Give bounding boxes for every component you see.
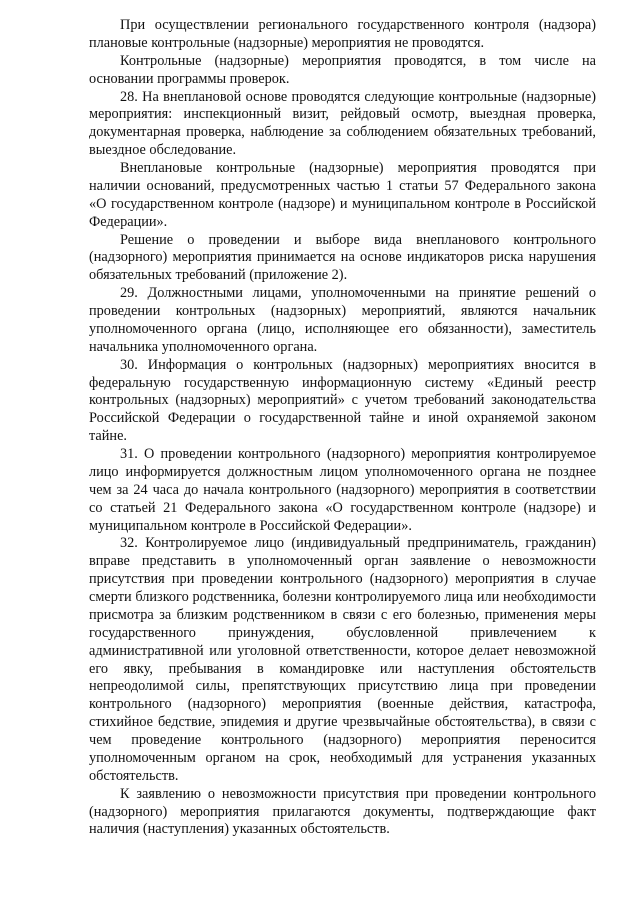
document-page [89,17,596,839]
paragraph-attached-documents: К заявлению о невозможности присутствия при проведении контрольного (надзорного) мероприятия прилагаются документы, подтверждающие факт наличия (наступления) указанных обстоятельств. [89,785,596,838]
paragraph-29-officials: 29. Должностными лицами, уполномоченными на принятие решений о проведении контрольных (надзорных) мероприятий, являются начальник уполномоченного органа (лицо, исполняющее его обязанности), заместитель начальника уполномоченного органа. [89,285,596,355]
paragraph-regional-control: При осуществлении регионального государственного контроля (надзора) плановые контрольные (надзорные) мероприятия не проводятся. [89,17,596,51]
paragraph-30-registry: 30. Информация о контрольных (надзорных) мероприятиях вносится в федеральную государственную информационную систему «Единый реестр контрольных (надзорных) мероприятий» с учетом требований законодательства Российской Федерации о государственной тайне и иной охраняемой законом тайне. [89,356,596,445]
paragraph-unscheduled-grounds: Внеплановые контрольные (надзорные) мероприятия проводятся при наличии оснований, предусмотренных частью 1 статьи 57 Федерального закона «О государственном контроле (надзоре) и муниципальном контроле в Российской Федерации». [89,160,596,230]
paragraph-28-unscheduled-types: 28. На внеплановой основе проводятся следующие контрольные (надзорные) мероприятия: инспекционный визит, рейдовый осмотр, выездная проверка, документарная проверка, наблюдение за соблюдением обязательных требований, выездное обследование. [89,88,596,159]
paragraph-31-notification: 31. О проведении контрольного (надзорного) мероприятия контролируемое лицо информируется должностным лицом уполномоченного органа не позднее чем за 24 часа до начала контрольного (надзорного) мероприятия в соответствии со статьей 21 Федерального закона «О государственном контроле (надзоре) и муниципальном контроле в Российской Федерации». [89,446,596,534]
paragraph-decision-indicators: Решение о проведении и выборе вида внепланового контрольного (надзорного) мероприятия принимается на основе индикаторов риска нарушения обязательных требований (приложение 2). [89,231,596,284]
paragraph-32-absence-statement: 32. Контролируемое лицо (индивидуальный предприниматель, гражданин) вправе представить в уполномоченный орган заявление о невозможности присутствия при проведении контрольного (надзорного) мероприятия в случае смерти близкого родственника, болезни контролируемого лица или необходимости присмотра за близким родственником в связи с его болезнью, применения меры государственного принуждения, обусловленной привлечением к административной или уголовной ответственности, которое делает невозможной его явку, пребывания в командировке или наступления обстоятельств непреодолимой силы, препятствующих присутствию лица при проведении контрольного (надзорного) мероприятия (военные действия, катастрофа, стихийное бедствие, эпидемия и другие чрезвычайные обстоятельства), в связи с чем проведение контрольного (надзорного) мероприятия переносится уполномоченным органом на срок, необходимый для устранения указанных обстоятельств. [89,535,596,784]
paragraph-inspection-program: Контрольные (надзорные) мероприятия проводятся, в том числе на основании программы проверок. [89,52,596,87]
